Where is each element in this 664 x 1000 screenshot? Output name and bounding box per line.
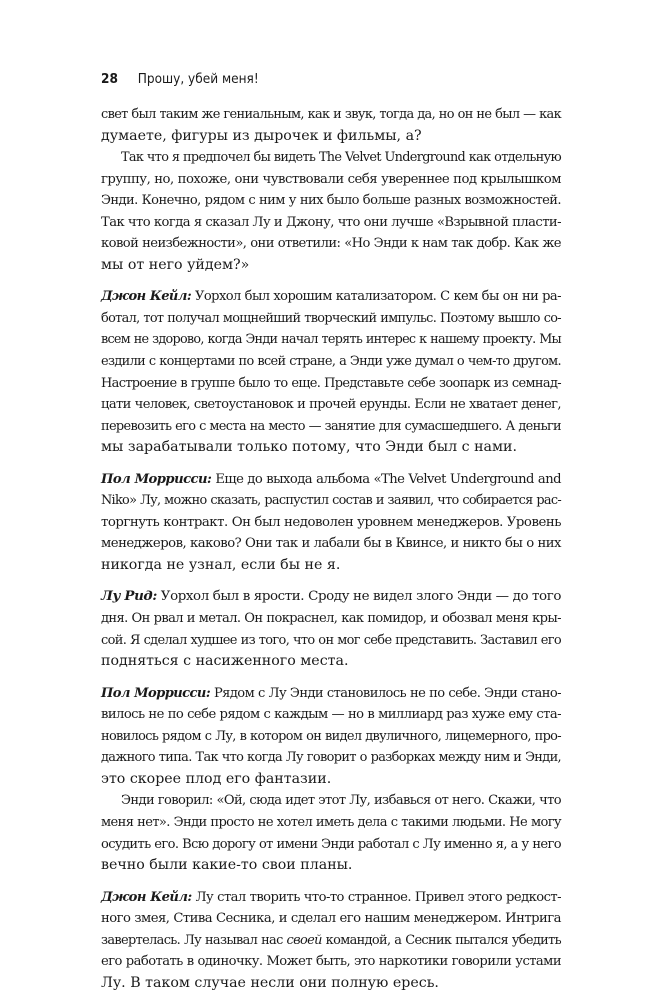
text-line: думаете, фигуры из дырочек и фильмы, а? — [101, 127, 422, 144]
speaker-name: Лу Рид: — [101, 588, 157, 605]
page-number: 28 — [101, 71, 118, 87]
text-line — [101, 887, 561, 909]
text-line: его работать в одиночку. Может быть, это наркотики говорили устами — [101, 954, 561, 970]
paragraph-7 — [101, 790, 561, 876]
text-line: всем не здорово, когда Энди начал терять интерес к нашему проекту. Мы — [101, 332, 561, 348]
text-line: Энди. Конечно, рядом с ним у них было больше разных возможностей. — [101, 193, 561, 209]
speaker-name: Джон Кейл: — [101, 289, 192, 305]
paragraph-5 — [101, 586, 561, 672]
text-line: торгнуть контракт. Он был недоволен уровнем менеджеров. Уровень — [101, 514, 561, 530]
running-title: Прошу, убей меня! — [137, 71, 259, 87]
paragraph-3 — [101, 286, 561, 458]
text-line: никогда не узнал, если бы не я. — [101, 556, 341, 573]
text-line: мы зарабатывали только потому, что Энди был с нами. — [101, 439, 517, 456]
text-line: новилось рядом с Лу, в котором он видел двуличного, лицемерного, про- — [101, 728, 561, 744]
text-fragment: Уорхол был хорошим катализатором. С кем бы он ни ра- — [191, 289, 561, 305]
running-header — [101, 70, 563, 88]
text-line — [101, 586, 561, 608]
text-line: мы от него уйдем?» — [101, 256, 250, 273]
text-line: ного змея, Стива Сесника, и сделал его нашим менеджером. Интрига — [101, 911, 561, 927]
body-text — [101, 104, 561, 994]
paragraph-2 — [101, 147, 561, 276]
text-line: свет был таким же гениальным, как и звук, тогда да, но он не был — как — [101, 107, 561, 122]
emphasis: своей — [286, 932, 322, 948]
text-fragment: Уорхол был в ярости. Сроду не видел злого Энди — до того — [156, 589, 561, 605]
text-line: менеджеров, каково? Они так и лабали бы в Квинсе, и никто бы о них — [101, 536, 561, 552]
text-line: меня нет». Энди просто не хотел иметь дела с такими людьми. Не могу — [101, 814, 561, 830]
text-fragment: завертелась. Лу называл нас — [101, 932, 287, 948]
text-line: дня. Он рвал и метал. Он покраснел, как помидор, и обозвал меня кры- — [101, 611, 561, 627]
paragraph-8 — [101, 887, 561, 995]
paragraph-6 — [101, 683, 561, 791]
text-line — [101, 683, 561, 705]
text-line: ковой неизбежности», они ответили: «Но Энди к нам так добр. Как же — [101, 236, 561, 252]
speaker-name: Джон Кейл: — [101, 889, 192, 905]
text-line: это скорее плод его фантазии. — [101, 770, 332, 787]
text-line: Так что я предпочел бы видеть The Velvet Underground как отдельную — [121, 150, 561, 166]
text-fragment: Рядом с Лу Энди становилось не по себе. Энди стано- — [210, 685, 561, 701]
text-line: Так что когда я сказал Лу и Джону, что они лучше «Взрывной пласти- — [101, 214, 561, 230]
speaker-name: Пол Моррисси: — [101, 471, 212, 487]
text-line: Лу. В таком случае несли они полную ересь. — [101, 974, 439, 991]
text-line: цати человек, светоустановок и прочей ерунды. Если не хватает денег, — [101, 397, 561, 413]
text-line: сой. Я сделал худшее из того, что он мог себе представить. Заставил его — [101, 632, 561, 648]
speaker-name: Пол Моррисси: — [101, 685, 211, 701]
text-line: группу, но, похоже, они чувствовали себя увереннее под крылышком — [101, 171, 561, 187]
text-line: осудить его. Всю дорогу от имени Энди работал с Лу именно я, а у него — [101, 836, 561, 852]
text-line — [101, 286, 561, 308]
text-fragment: Лу стал творить что-то странное. Привел этого редкост- — [191, 889, 561, 905]
paragraph-1 — [101, 104, 561, 147]
text-line: вилось не по себе рядом с каждым — но в миллиард раз хуже ему ста- — [101, 707, 561, 723]
text-line: Настроение в группе было то еще. Представьте себе зоопарк из семнад- — [101, 375, 561, 391]
text-line: подняться с насиженного места. — [101, 653, 349, 670]
text-line — [101, 469, 561, 491]
text-line: ботал, тот получал мощнейший творческий импульс. Поэтому вышло со- — [101, 310, 561, 326]
text-line: Энди говорил: «Ой, сюда идет этот Лу, избавься от него. Скажи, что — [121, 793, 561, 809]
paragraph-4 — [101, 469, 561, 577]
text-line: дажного типа. Так что когда Лу говорит о разборках между ним и Энди, — [101, 750, 561, 766]
text-fragment: командой, а Сесник пытался убедить — [321, 932, 562, 948]
text-line: Niko» Лу, можно сказать, распустил состав и заявил, что собирается рас- — [101, 493, 561, 509]
text-line: ездили с концертами по всей стране, а Энди уже думал о чем-то другом. — [101, 354, 561, 370]
text-line: вечно были какие-то свои планы. — [101, 857, 353, 874]
text-fragment: Еще до выхода альбома «The Velvet Underground and — [211, 471, 562, 487]
text-line — [101, 930, 561, 952]
text-line: перевозить его с места на место — занятие для сумасшедшего. А деньги — [101, 418, 561, 434]
